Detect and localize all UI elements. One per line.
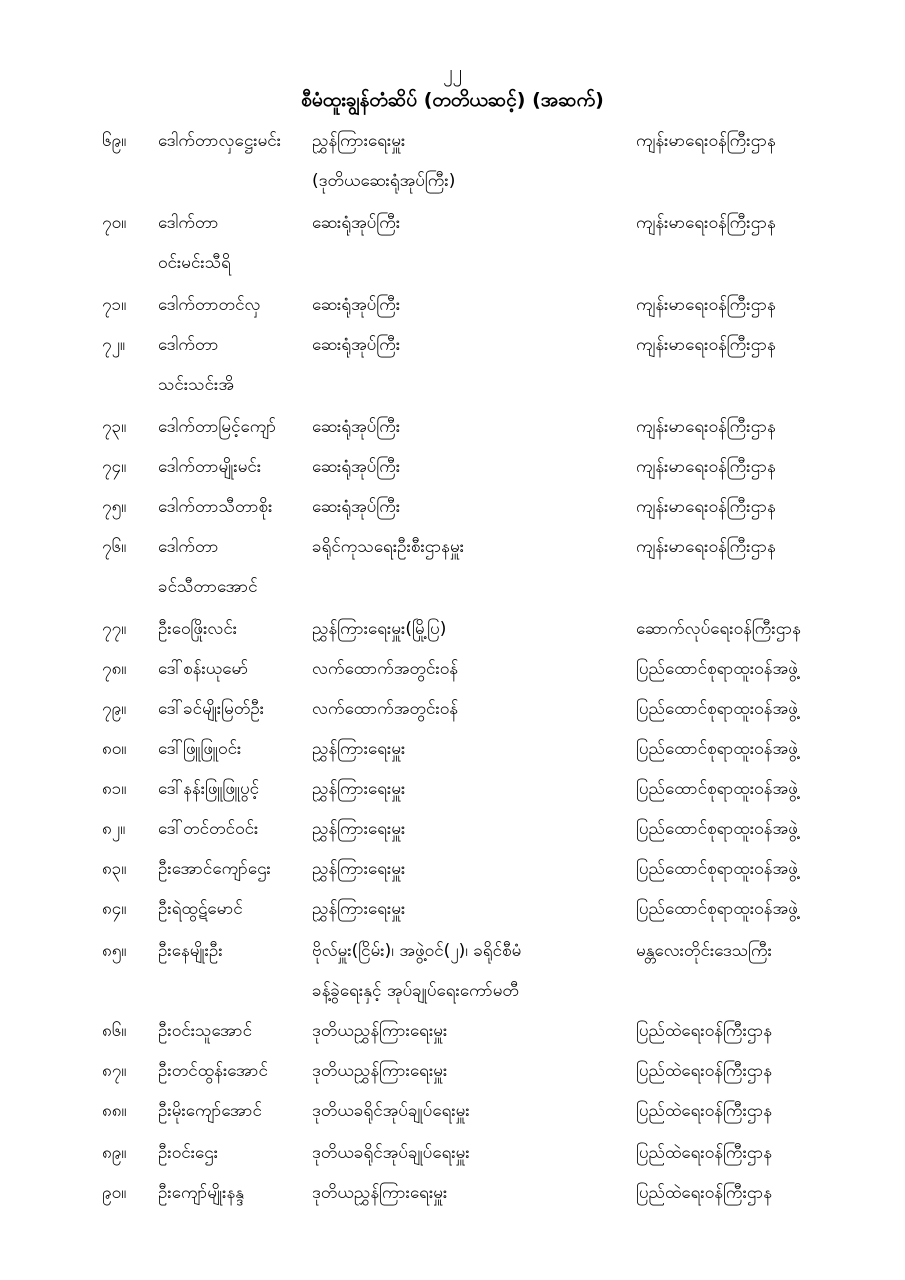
item-number-line: ၉၀။ [102,1183,127,1203]
recipient-name-line-2: သင်းသင်းအိ [158,375,234,395]
recipient-position [312,456,632,478]
recipient-department-line: ပြည်ထဲရေးဝန်ကြီးဌာန [636,1061,773,1081]
recipient-department-line: ပြည်ထောင်စုရာထူးဝန်အဖွဲ့ [636,659,798,679]
recipient-department [636,130,896,152]
recipient-position-line: ဒုတိယခရိုင်အုပ်ချုပ်ရေးမှူး [312,1101,470,1121]
recipient-name [158,698,308,720]
recipient-department [636,1182,896,1204]
recipient-name [158,1020,308,1042]
recipient-position-line: ညွှန်ကြားရေးမှူး [312,779,406,799]
item-number-line: ၇၁။ [102,295,127,315]
recipient-name-line: ဦးရဲထွဋ်မောင် [158,899,243,919]
recipient-position [312,416,632,438]
recipient-position-line-2: ခန့်ခွဲရေးနှင့် အုပ်ချုပ်ရေးကော်မတီ [312,981,519,1001]
recipient-department-line: ကျန်းမာရေးဝန်ကြီးဌာန [636,537,776,557]
recipient-position-line: ညွှန်ကြားရေးမှူး [312,131,406,151]
recipient-department-line: ပြည်ထောင်စုရာထူးဝန်အဖွဲ့ [636,819,798,839]
page-number: ၂၂ [443,61,462,83]
item-number-line: ၈၇။ [102,1061,127,1081]
recipient-name-line: ဒေါက်တာသီတာစိုး [158,497,273,517]
recipient-department [636,658,896,680]
recipient-name-line: ဒေါ်ခင်မျိုးမြတ်ဦး [158,699,265,719]
recipient-department-line: ကျန်းမာရေးဝန်ကြီးဌာန [636,131,776,151]
recipient-name [158,496,308,518]
recipient-position-line: လက်ထောက်အတွင်းဝန် [312,659,459,679]
recipient-position-line: ဒုတိယခရိုင်အုပ်ချုပ်ရေးမှူး [312,1143,470,1163]
recipient-department [636,1100,896,1122]
recipient-department-line: ပြည်ထဲရေးဝန်ကြီးဌာန [636,1183,773,1203]
recipient-name-line: ဒေါက်တာလှဋ္ဌေးမင်း [158,131,282,151]
recipient-name-line: ဒေါက်တာမျိုးမင်း [158,457,262,477]
recipient-name [158,1142,308,1164]
item-number-line: ၇၀။ [102,213,127,233]
recipient-department [636,212,896,234]
recipient-position [312,1060,632,1082]
recipient-name [158,456,308,478]
recipient-position [312,496,632,518]
recipient-position-line: ဒုတိယညွှန်ကြားရေးမှူး [312,1021,448,1041]
recipient-name-line-2: ဝင်းမင်းသီရိ [158,253,231,273]
recipient-position-line: ဆေးရုံအုပ်ကြီး [312,295,401,315]
recipient-name-line: ဒေါက်တာမြင့်ကျော် [158,417,277,437]
item-number [102,1142,154,1164]
recipient-department [636,738,896,760]
item-number [102,858,154,880]
recipient-position [312,1142,632,1164]
recipient-name [158,1100,308,1122]
recipient-department [636,778,896,800]
item-number-line: ၇၆။ [102,537,127,557]
item-number-line: ၇၄။ [102,457,127,477]
recipient-name-line-2: ခင်သီတာအောင် [158,577,258,597]
recipient-name-line: ဦးတင်ထွန်းအောင် [158,1061,268,1081]
recipient-name-line: ဦးဝေဖြိုးလင်း [158,619,238,639]
recipient-name-line: ဒေါ်တင်တင်ဝင်း [158,819,259,839]
recipient-name-line: ဒေါ်ဖြူဖြူဝင်း [158,739,242,759]
item-number-line: ၇၉။ [102,699,127,719]
recipient-department-line: ပြည်ထဲရေးဝန်ကြီးဌာန [636,1143,773,1163]
recipient-position-line: ဆေးရုံအုပ်ကြီး [312,335,401,355]
item-number-line: ၈၅။ [102,941,127,961]
recipient-name [158,130,308,152]
recipient-name [158,416,308,438]
recipient-position-line: ညွှန်ကြားရေးမှူး [312,899,406,919]
item-number [102,536,154,558]
item-number-line: ၆၉။ [102,131,127,151]
recipient-position-line: ဆေးရုံအုပ်ကြီး [312,457,401,477]
item-number [102,898,154,920]
recipient-position-line: ညွှန်ကြားရေးမှူး [312,859,406,879]
item-number [102,416,154,438]
recipient-department [636,1142,896,1164]
recipient-name-line: ဒေါက်တာတင်လှ [158,295,261,315]
recipient-department [636,456,896,478]
item-number-line: ၇၃။ [102,417,127,437]
recipient-department [636,536,896,558]
recipient-position-line: ဒုတိယညွှန်ကြားရေးမှူး [312,1061,448,1081]
item-number-line: ၈၉။ [102,1143,127,1163]
item-number [102,738,154,760]
item-number-line: ၈၈။ [102,1101,127,1121]
recipient-position [312,618,632,640]
recipient-position [312,858,632,880]
recipient-position [312,778,632,800]
recipient-department [636,416,896,438]
item-number [102,618,154,640]
recipient-name [158,536,308,597]
recipient-position-line: လက်ထောက်အတွင်းဝန် [312,699,459,719]
recipient-name-line: ဦးဝင်းသူအောင် [158,1021,253,1041]
item-number [102,294,154,316]
recipient-name [158,898,308,920]
item-number-line: ၈၁။ [102,779,127,799]
item-number-line: ၈၀။ [102,739,127,759]
recipient-position-line: ညွှန်ကြားရေးမှူး [312,819,406,839]
item-number-line: ၇၇။ [102,619,127,639]
item-number [102,1020,154,1042]
recipient-department [636,898,896,920]
recipient-department [636,294,896,316]
item-number-line: ၇၅။ [102,497,127,517]
recipient-department [636,858,896,880]
recipient-position [312,1020,632,1042]
recipient-position [312,294,632,316]
recipient-name [158,212,308,273]
recipient-position [312,1182,632,1204]
recipient-position-line: ဒုတိယညွှန်ကြားရေးမှူး [312,1183,448,1203]
recipient-position-line: ဆေးရုံအုပ်ကြီး [312,497,401,517]
item-number [102,334,154,356]
recipient-department-line: ကျန်းမာရေးဝန်ကြီးဌာန [636,213,776,233]
item-number [102,1182,154,1204]
recipient-name-line: ဒေါက်တာ [158,537,219,557]
item-number-line: ၈၂။ [102,819,126,839]
item-number [102,130,154,152]
recipient-department-line: မန္တလေးတိုင်းဒေသကြီး [636,941,772,961]
recipient-position [312,1100,632,1122]
recipient-name-line: ဦးဝင်းဌေး [158,1143,219,1163]
recipient-position-line: ဆေးရုံအုပ်ကြီး [312,213,401,233]
recipient-position [312,738,632,760]
recipient-position-line-2: (ဒုတိယဆေးရုံအုပ်ကြီး) [312,171,456,191]
recipient-position-line: ဆေးရုံအုပ်ကြီး [312,417,401,437]
recipient-department [636,818,896,840]
recipient-department-line: ကျန်းမာရေးဝန်ကြီးဌာန [636,417,776,437]
item-number-line: ၈၄။ [102,899,127,919]
item-number [102,818,154,840]
recipient-position [312,334,632,356]
item-number [102,496,154,518]
page-title: စီမံထူးချွန်တံဆိပ် (တတိယဆင့်) (အဆက်) [301,89,604,111]
recipient-name [158,818,308,840]
item-number-line: ၈၃။ [102,859,127,879]
recipient-name [158,618,308,640]
recipient-position [312,940,632,1001]
recipient-department-line: ပြည်ထောင်စုရာထူးဝန်အဖွဲ့ [636,779,798,799]
recipient-position [312,212,632,234]
recipient-name [158,658,308,680]
recipient-name [158,294,308,316]
recipient-position [312,698,632,720]
recipient-department-line: ပြည်ထောင်စုရာထူးဝန်အဖွဲ့ [636,899,798,919]
recipient-position-line: ခရိုင်ကုသရေးဦးစီးဌာနမှူး [312,537,465,557]
item-number-line: ၈၆။ [102,1021,127,1041]
recipient-department [636,496,896,518]
recipient-position [312,130,632,191]
recipient-department [636,618,896,640]
recipient-department-line: ဆောက်လုပ်ရေးဝန်ကြီးဌာန [636,619,801,639]
item-number-line: ၇၈။ [102,659,127,679]
recipient-department [636,1020,896,1042]
recipient-position-line: ညွှန်ကြားရေးမှူး(မြို့ပြ) [312,619,447,639]
item-number-line: ၇၂။ [102,335,126,355]
recipient-name-line: ဦးမိုးကျော်အောင် [158,1101,262,1121]
recipient-department-line: ကျန်းမာရေးဝန်ကြီးဌာန [636,497,776,517]
recipient-position [312,536,632,558]
recipient-name-line: ဒေါက်တာ [158,335,219,355]
recipient-department-line: ပြည်ထောင်စုရာထူးဝန်အဖွဲ့ [636,739,798,759]
item-number [102,698,154,720]
item-number [102,212,154,234]
recipient-position-line: ဗိုလ်မှူး(ငြိမ်း)၊ အဖွဲ့ဝင်(၂)၊ ခရိုင်စီမံ [312,941,522,961]
recipient-name [158,1060,308,1082]
recipient-name-line: ဦးနေမျိုးဦး [158,941,223,961]
recipient-name [158,940,308,962]
recipient-department [636,1060,896,1082]
recipient-department-line: ပြည်ထောင်စုရာထူးဝန်အဖွဲ့ [636,699,798,719]
recipient-name-line: ဒေါ်စန်းယုမော် [158,659,249,679]
recipient-department-line: ကျန်းမာရေးဝန်ကြီးဌာန [636,457,776,477]
recipient-department [636,698,896,720]
item-number [102,456,154,478]
item-number [102,658,154,680]
recipient-department [636,334,896,356]
recipient-name-line: ဦးကျော်မျိုးနန္ဒ [158,1183,245,1203]
recipient-department-line: ပြည်ထဲရေးဝန်ကြီးဌာန [636,1021,773,1041]
recipient-name [158,858,308,880]
recipient-name [158,778,308,800]
recipient-department [636,940,896,962]
recipient-name-line: ဦးအောင်ကျော်ဌေး [158,859,271,879]
recipient-position-line: ညွှန်ကြားရေးမှူး [312,739,406,759]
recipient-position [312,898,632,920]
recipient-name-line: ဒေါက်တာ [158,213,219,233]
recipient-department-line: ကျန်းမာရေးဝန်ကြီးဌာန [636,335,776,355]
recipient-department-line: ပြည်ထဲရေးဝန်ကြီးဌာန [636,1101,773,1121]
recipient-department-line: ပြည်ထောင်စုရာထူးဝန်အဖွဲ့ [636,859,798,879]
recipient-department-line: ကျန်းမာရေးဝန်ကြီးဌာန [636,295,776,315]
recipient-name [158,738,308,760]
recipient-position [312,658,632,680]
item-number [102,778,154,800]
item-number [102,1100,154,1122]
recipient-name [158,334,308,395]
item-number [102,940,154,962]
recipient-name-line: ဒေါ်နန်းဖြူဖြူပွင့် [158,779,260,799]
item-number [102,1060,154,1082]
recipient-position [312,818,632,840]
recipient-name [158,1182,308,1204]
